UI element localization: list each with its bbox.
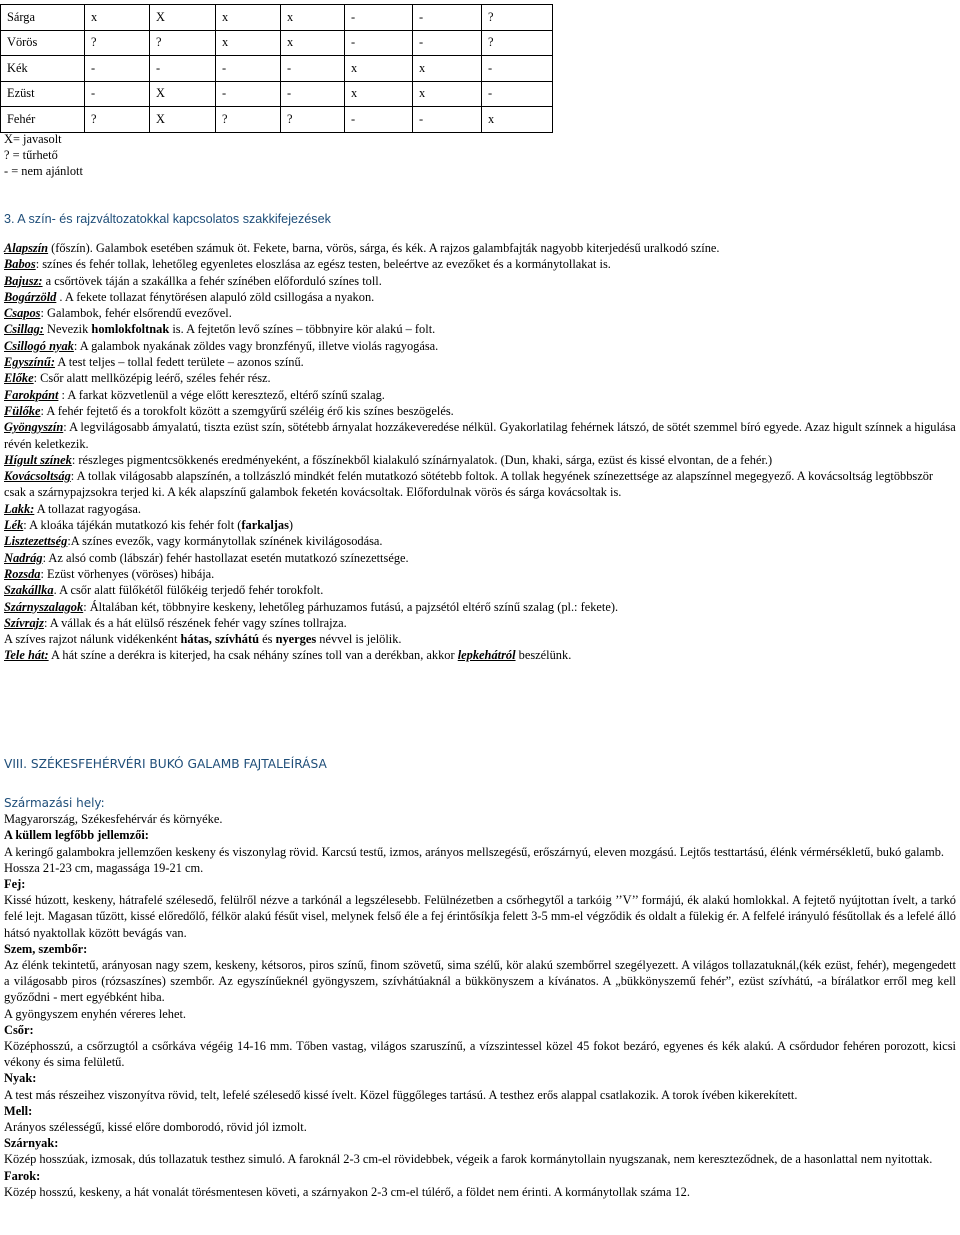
rating-cell: ? [482, 30, 553, 56]
section-3-heading: 3. A szín- és rajzváltozatokkal kapcsolatos szakkifejezések [4, 212, 331, 226]
rating-cell: ? [150, 30, 216, 56]
section-8-heading: VIII. SZÉKESFEHÉRVÉRI BUKÓ GALAMB FAJTALEÍRÁSA [4, 757, 327, 771]
glossary-entry: Tele hát: A hát színe a derékra is kiterjed, ha csak néhány színes toll van a derékban, akkor lepkehátról beszélünk. [4, 648, 572, 663]
head-label: Fej: [4, 877, 26, 892]
rating-cell: x [413, 81, 482, 107]
rating-cell: - [345, 30, 413, 56]
rating-cell: - [482, 81, 553, 107]
main-features-label: A küllem legfőbb jellemzői: [4, 828, 149, 843]
color-name-cell: Fehér [1, 107, 85, 133]
glossary-entry: Lék: A kloáka tájékán mutatkozó kis fehér folt (farkaljas) [4, 518, 294, 533]
rating-cell: - [345, 107, 413, 133]
rating-cell: ? [216, 107, 281, 133]
rating-cell: X [150, 5, 216, 31]
color-name-cell: Sárga [1, 5, 85, 31]
glossary-entry: Egyszínű: A test teljes – tollal fedett területe – azonos színű. [4, 355, 304, 370]
eye-text-2: A gyöngyszem enyhén véreres lehet. [4, 1006, 187, 1021]
head-text: Kissé húzott, keskeny, hátrafelé szélesedő, felülről nézve a tarkónál a legszélesebb. Felülnézetben a csőrhegytől a tarkóig ’’V’’ formájú, ék alakú homlokkal. A fejtető nyújtottan ívelt, a tarkó felé lejt. Magasan tűzött, kissé előredőlő, félkör alakú fésűt visel, melynek felső éle a fej érintősíkja felett 3-5 mm-el végződik és oldalt a fülekig ér. A felfelé irányuló fésűtollak és a lefelé álló hátsó nyaktollak között bevágás van. [4, 893, 956, 940]
rating-cell: x [345, 81, 413, 107]
rating-cell: ? [85, 107, 150, 133]
rating-cell: - [482, 56, 553, 82]
rating-cell: - [216, 81, 281, 107]
tail-text: Közép hosszú, keskeny, a hát vonalát törésmentesen követi, a szárnyakon 2-3 cm-el túlérő, a földet nem érinti. A kormánytollak száma 12. [4, 1184, 690, 1199]
table-row [1, 30, 553, 56]
rating-cell: ? [482, 5, 553, 31]
glossary-entry: Nadrág: Az alsó comb (lábszár) fehér hastollazat esetén mutatkozó színezettsége. [4, 550, 409, 565]
eye-text: Az élénk tekintetű, arányosan nagy szem, keskeny, kétsoros, piros színű, finom szövetű, sima szélű, kör alakú szembőrrel szegélyezett. A világos tollazatuknál,(kék ezüst, fehér), megengedett a világosabb piros (rózsaszínes) szembőr. Az egyszínűeknél gyöngyszem, szívhátúaknál a bükkönyszem a kívánatos. A „bükkönyszemű fehér”, ezüst szívhátú, -a bírálatkor erről meg kell győződni - mert egyébként hiba. [4, 958, 956, 1005]
rating-cell: - [281, 81, 345, 107]
glossary-entry: Előke: Csőr alatt mellközépig leérő, széles fehér rész. [4, 371, 271, 386]
table-row [1, 107, 553, 133]
rating-cell: - [413, 30, 482, 56]
glossary-entry: Babos: színes és fehér tollak, lehetőleg egyenletes eloszlása az egész testen, beleértve az evezőket és a kormánytollakat is. [4, 257, 611, 272]
glossary-entry: Bogárzöld . A fekete tollazat fénytörésen alapuló zöld csillogása a nyakon. [4, 289, 375, 304]
rating-cell: ? [281, 107, 345, 133]
rating-cell: X [150, 107, 216, 133]
rating-cell: - [216, 56, 281, 82]
rating-cell: - [85, 56, 150, 82]
main-features-text: A keringő galambokra jellemzően keskeny és viszonylag rövid. Karcsú testű, izmos, arányos mellszegésű, erőszárnyú, eleven mozgású. Lejtős testtartású, élénk vérmérsékletű, bukó galamb. [4, 844, 945, 859]
rating-cell: - [413, 5, 482, 31]
glossary-note: A szíves rajzot nálunk vidékenként hátas, szívhátú és nyerges névvel is jelölik. [4, 632, 402, 647]
glossary-entry: Szakállka. A csőr alatt fülőkétől fülőkéig terjedő fehér torokfolt. [4, 583, 324, 598]
glossary-entry: Lisztezettség:A színes evezők, vagy kormánytollak színének kivilágosodása. [4, 534, 383, 549]
origin-label: Származási hely: [4, 796, 105, 810]
glossary-entry: Bajusz: a csőrtövek táján a szakállka a fehér színében előforduló színes toll. [4, 273, 382, 288]
rating-cell: X [150, 81, 216, 107]
beak-text: Középhosszú, a csőrzugtól a csőrkáva végéig 14-16 mm. Tőben vastag, világos szaruszínű, a vízszintessel közel 45 fokot bezáró, egyenes és kék alakú. A csőrdudor fehéren porozott, kicsi vékony és sima felületű. [4, 1039, 956, 1070]
glossary-entry: Kovácsoltság: A tollak világosabb alapszínén, a tollzászló mindkét felén mutatkozó sötétebb foltok. A tollak hegyének színezettsége az alapszínnel megegyező. A kovácsoltság legtöbbször csak a szárnypajzsokra terjed ki. A kék alapszínű galambok feketén kovácsoltak. Előfordulnak vörös és sárga kovácsoltak is. [4, 469, 934, 500]
rating-cell: x [85, 5, 150, 31]
size-text: Hossza 21-23 cm, magassága 19-21 cm. [4, 860, 204, 875]
glossary-entry: Szívrajz: A vállak és a hát elülső részének fehér vagy színes tollrajza. [4, 615, 347, 630]
glossary-entry: Farokpánt : A farkat közvetlenül a vége előtt keresztező, eltérő színű szalag. [4, 387, 385, 402]
glossary-entry: Alapszín (főszín). Galambok esetében számuk öt. Fekete, barna, vörös, sárga, és kék. A rajzos galambfajták nagyobb kiterjedésű uralkodó színe. [4, 241, 720, 255]
color-name-cell: Vörös [1, 30, 85, 56]
chest-text: Arányos szélességű, kissé előre domborodó, rövid jól izmolt. [4, 1120, 307, 1135]
table-row [1, 81, 553, 107]
table-row [1, 56, 553, 82]
table-row [1, 5, 553, 31]
beak-label: Csőr: [4, 1022, 34, 1037]
glossary-entry: Gyöngyszín: A legvilágosabb ámyalatú, tiszta ezüst szín, sötétebb árnyalat hozzákeveredése nélkül. Gyakorlatilag fehérnek látszó, de sötét szemmel bíró egyede. Azaz higult színnek a higulása révén keletkezik. [4, 420, 956, 451]
eye-label: Szem, szembőr: [4, 941, 88, 956]
wings-label: Szárnyak: [4, 1136, 59, 1151]
origin-text: Magyarország, Székesfehérvár és környéke. [4, 812, 223, 827]
glossary [4, 240, 956, 664]
legend-not-recommended: - = nem ajánlott [4, 164, 83, 178]
rating-cell: - [85, 81, 150, 107]
legend-recommended: X= javasolt [4, 132, 62, 146]
rating-cell: ? [85, 30, 150, 56]
color-suitability-table [0, 4, 553, 133]
rating-cell: x [413, 56, 482, 82]
chest-label: Mell: [4, 1103, 33, 1118]
tail-label: Farok: [4, 1168, 41, 1183]
color-name-cell: Ezüst [1, 81, 85, 107]
table-legend [4, 131, 83, 179]
glossary-entry: Csillogó nyak: A galambok nyakának zöldes vagy bronzfényű, illetve violás ragyogása. [4, 338, 439, 353]
rating-cell: - [345, 5, 413, 31]
neck-text: A test más részeihez viszonyítva rövid, telt, lefelé szélesedő kissé ívelt. Közel függőleges tartású. A testhez erős alappal csatlakozik. A torok ívében kikerekített. [4, 1087, 798, 1102]
rating-cell: - [281, 56, 345, 82]
rating-cell: - [413, 107, 482, 133]
glossary-entry: Rozsda: Ezüst vörhenyes (vöröses) hibája. [4, 566, 215, 581]
rating-cell: x [216, 5, 281, 31]
glossary-entry: Csillag: Nevezik homlokfoltnak is. A fejtetőn levő színes – többnyire kör alakú – folt. [4, 322, 436, 337]
glossary-entry: Fülőke: A fehér fejtető és a torokfolt között a szemgyűrű széléig érő kis színes beszögelés. [4, 403, 454, 418]
color-name-cell: Kék [1, 56, 85, 82]
glossary-entry: Szárnyszalagok: Általában két, többnyire keskeny, lehetőleg párhuzamos futású, a pajzsétól eltérő színű szalag (pl.: fekete). [4, 599, 619, 614]
glossary-entry: Hígult színek: részleges pigmentcsökkenés eredményeként, a főszínekből kialakuló színárnyalatok. (Dun, khaki, sárga, ezüst és kissé elvontan, de a fehér.) [4, 452, 773, 467]
glossary-entry: Lakk: A tollazat ragyogása. [4, 501, 141, 516]
neck-label: Nyak: [4, 1071, 37, 1086]
rating-cell: x [281, 30, 345, 56]
legend-tolerated: ? = tűrhető [4, 148, 58, 162]
wings-text: Közép hosszúak, izmosak, dús tollazatuk testhez simuló. A faroknál 2-3 cm-el rövidebbek, végeik a farok kormánytollain nyugszanak, nem kereszteződnek, de a hasonlattal nem nyitottak. [4, 1152, 933, 1167]
rating-cell: - [150, 56, 216, 82]
rating-cell: x [482, 107, 553, 133]
glossary-entry: Csapos: Galambok, fehér elsőrendű evezővel. [4, 306, 232, 321]
breed-description [4, 795, 956, 1200]
rating-cell: x [281, 5, 345, 31]
rating-cell: x [345, 56, 413, 82]
rating-cell: x [216, 30, 281, 56]
